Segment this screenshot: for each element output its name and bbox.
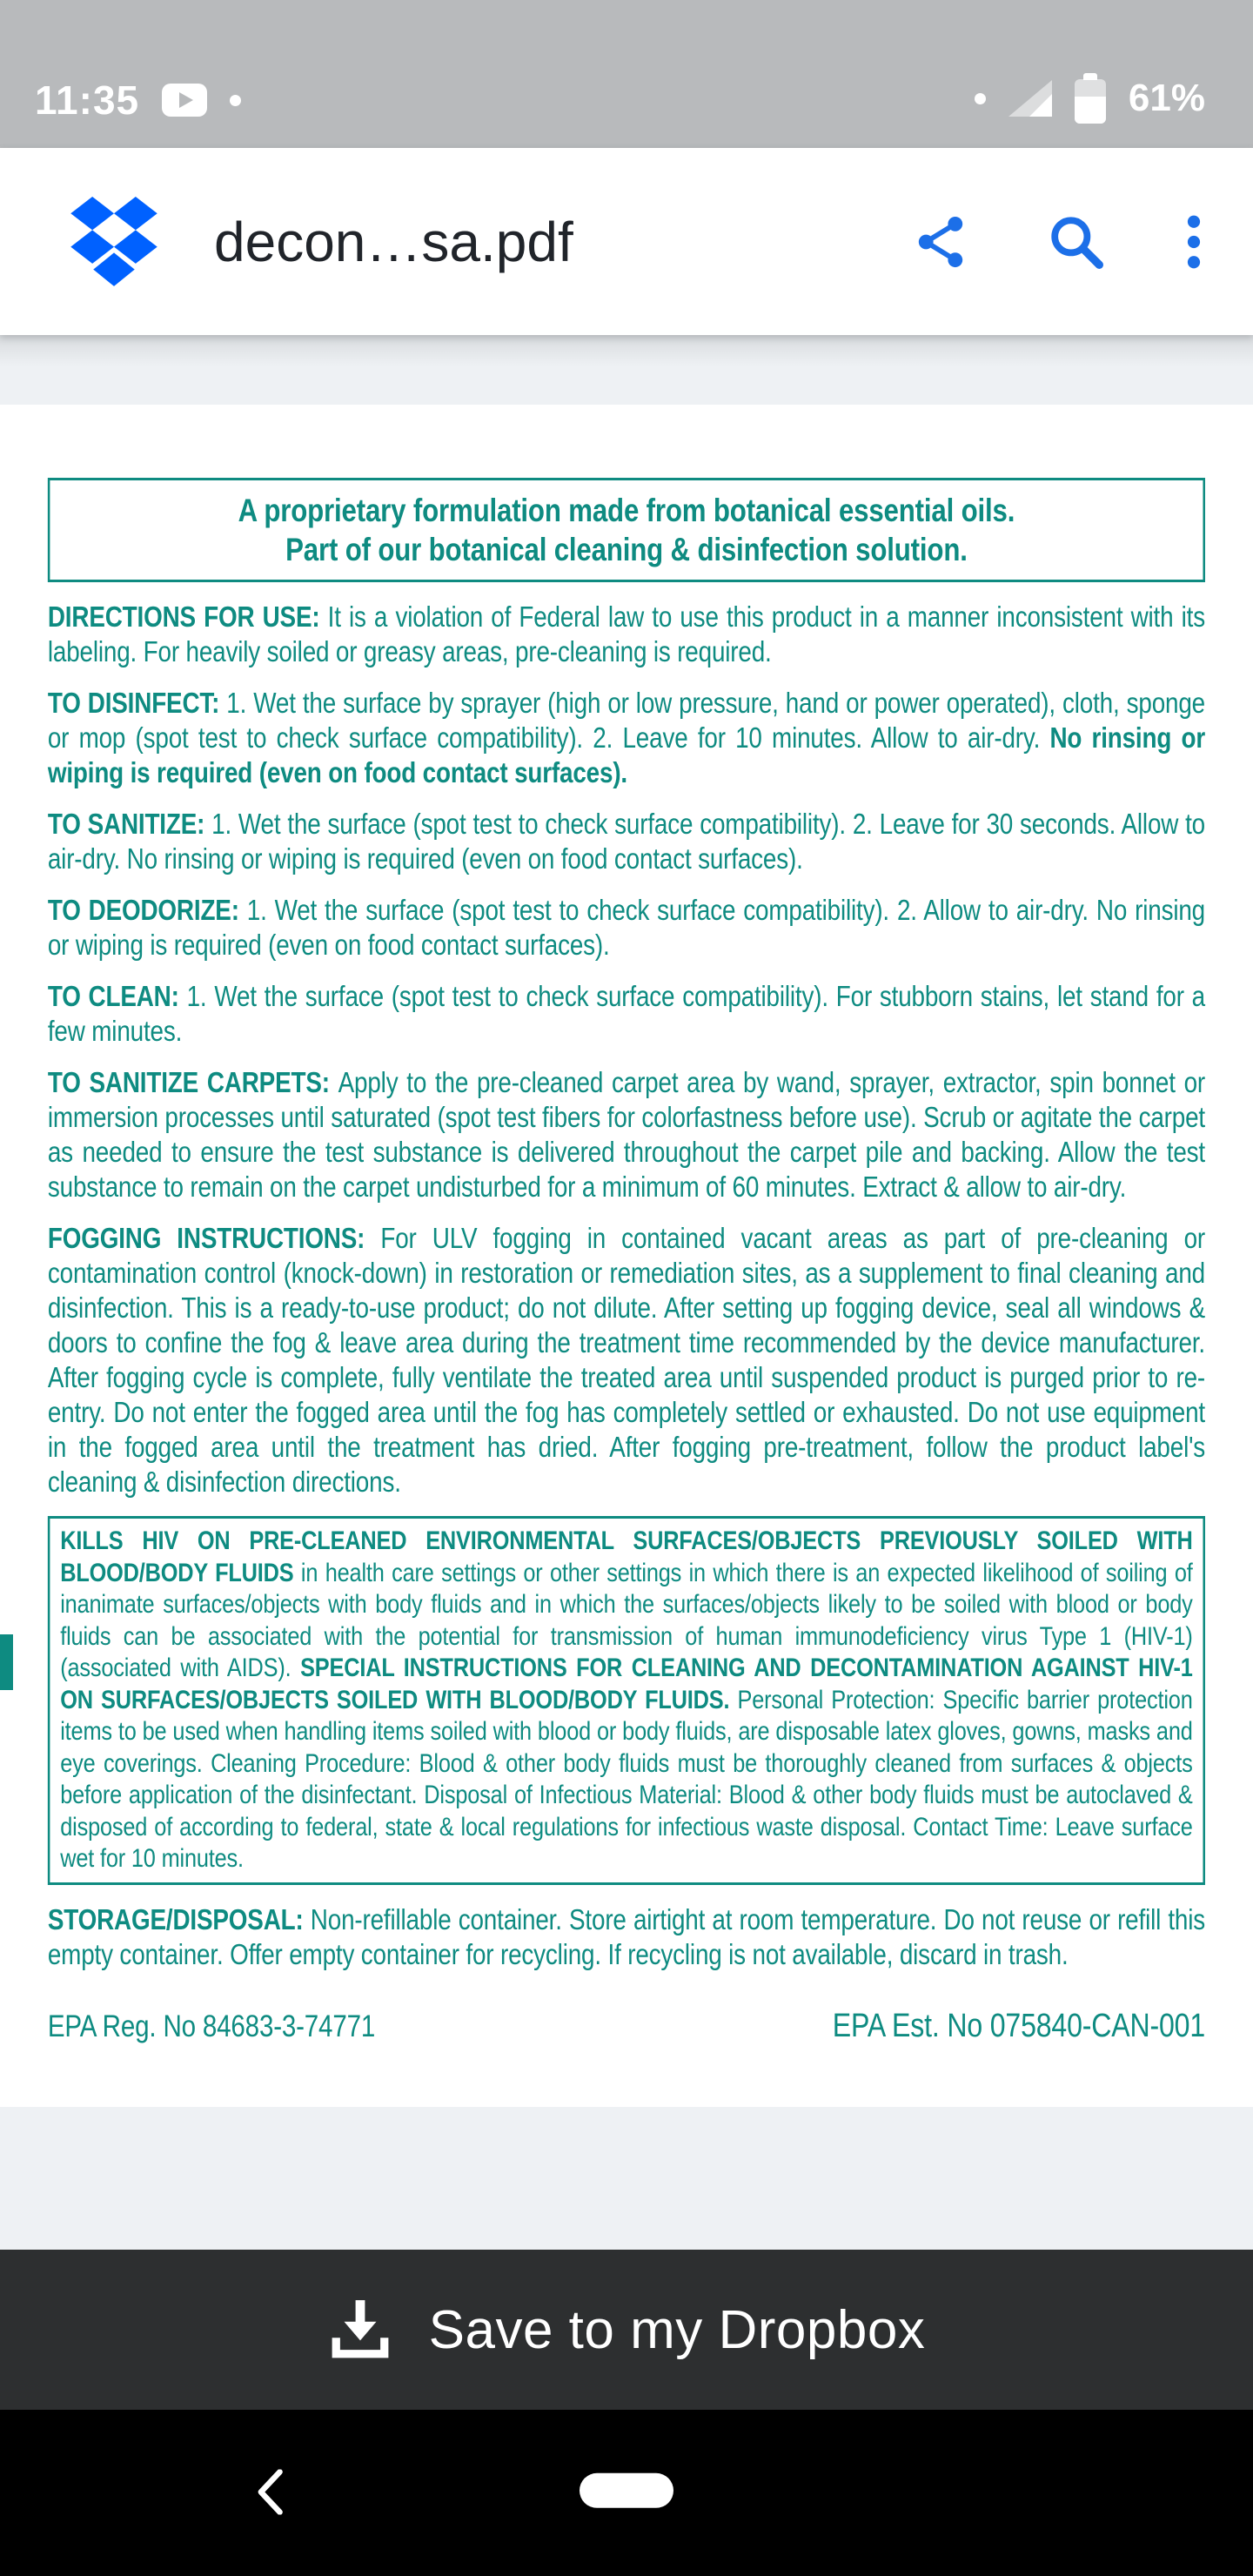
cellular-signal-icon [1008,80,1052,117]
label-body-text: in health care settings or other settings in which there is an expected likelihood of soiling of inanimate surfaces/objects with body fluids and in which the surfaces/objects likely to be soiled with blood or body fluids can be associated with the potential for transmission of human immunodeficiency virus Type 1 (HIV-1) (associated with AIDS). [60,1558,1193,1682]
label-section [48,1065,1205,1204]
label-body-text: Non-refillable container. Store airtight at room temperature. Do not reuse or refill this empty container. Offer empty container for recycling. If recycling is not available, discard in trash. [47,1902,1206,1970]
label-bold-text: No rinsing or wiping is required (even on food contact surfaces). [47,721,1206,788]
kebab-menu-icon [1187,215,1201,269]
label-body-text: It is a violation of Federal law to use this product in a manner inconsistent with its labeling. For heavily soiled or greasy areas, pre-cleaning is required. [47,600,1205,667]
label-bold-text: TO DISINFECT: [47,687,227,719]
label-bold-text: TO DEODORIZE: [47,894,247,926]
label-sections [48,600,1205,1499]
label-body-text: Personal Protection: Specific barrier protection items to be used when handling items soiled with blood or body fluids, are disposable latex gloves, gowns, masks and eye coverings. Cleaning Procedure: Blood & other body fluids must be thoroughly cleaned from surfaces & objects before application of the disinfectant. Disposal of Infectious Material: Blood & other body fluids must be autoclaved & disposed of according to federal, state & local regulations for infectious waste disposal. Contact Time: Leave surface wet for 10 minutes. [60,1685,1193,1873]
save-to-dropbox-label: Save to my Dropbox [428,2299,926,2360]
label-section [48,807,1205,876]
search-icon [1049,215,1103,269]
label-body-text: 1. Wet the surface (spot test to check surface compatibility). For stubborn stains, let stand for a few minutes. [47,980,1206,1047]
label-body-text: For ULV fogging in contained vacant areas as part of pre-cleaning or contamination control (knock-down) in restoration or remediation sites, as a supplement to final cleaning and disinfection. This is a ready-to-use product; do not dilute. After setting up fogging device, seal all windows & doors to confine the fog & leave area during the treatment time recommended by the device manufacturer. After fogging cycle is complete, fully ventilate the treated area until suspended product is purged prior to re-entry. Do not enter the fogged area until the fog has completely settled or exhausted. Do not use equipment in the fogged area until the treatment has dried. After fogging pre-treatment, follow the product label's cleaning & disinfection directions. [47,1222,1206,1498]
label-bold-text: TO SANITIZE CARPETS: [47,1066,338,1098]
label-bold-text: STORAGE/DISPOSAL: [47,1902,311,1935]
battery-percent: 61% [1128,77,1205,119]
intro-line-2: Part of our botanical cleaning & disinfection solution. [285,532,968,567]
dropbox-logo-icon [63,197,165,287]
label-sections-bottom [48,1902,1205,1972]
label-body-text: 1. Wet the surface (spot test to check surface compatibility). 2. Leave for 30 seconds. Allow to air-dry. No rinsing or wiping is required (even on food contact surfaces). [47,808,1206,875]
scroll-indicator[interactable] [0,1634,13,1690]
label-section [48,893,1205,963]
youtube-notification-icon [162,84,207,117]
label-bold-text: FOGGING INSTRUCTIONS: [47,1222,381,1254]
status-bar [0,0,1253,148]
label-section [48,1221,1205,1499]
back-button[interactable] [246,2460,293,2526]
label-body-text: 1. Wet the surface (spot test to check surface compatibility). 2. Allow to air-dry. No rinsing or wiping is required (even on food contact surfaces). [47,894,1206,961]
document-title: decon…sa.pdf [214,210,573,273]
overflow-menu-button[interactable] [1187,215,1201,269]
clock: 11:35 [35,77,140,123]
label-body-text: Apply to the pre-cleaned carpet area by wand, sprayer, extractor, spin bonnet or immersion processes until saturated (spot test fibers for colorfastness before use). Scrub or agitate the carpet as needed to ensure the test substance is delivered throughout the carpet pile and backing. Allow the test substance to remain on the carpet undisturbed for a minimum of 60 minutes. Extract & allow to air-dry. [47,1066,1206,1203]
viewer-background [0,2107,1253,2251]
epa-reg-number: EPA Reg. No 84683-3-74771 [47,2009,376,2043]
share-icon [915,215,966,269]
kills-hiv-box [48,1516,1205,1885]
back-chevron-icon [255,2469,285,2514]
label-body-text: 1. Wet the surface by sprayer (high or low pressure, hand or power operated), cloth, sponge or mop (spot test to check surface compatibility). 2. Leave for 10 minutes. Allow to air-dry. [47,687,1205,754]
label-bold-text: TO SANITIZE: [47,808,212,840]
label-bold-text: SPECIAL INSTRUCTIONS FOR CLEANING AND DECONTAMINATION AGAINST HIV-1 ON SURFACES/OBJECTS SOILED WITH BLOOD/BODY FLUIDS. [60,1654,1193,1714]
label-bold-text: DIRECTIONS FOR USE: [47,600,328,633]
label-section [48,979,1205,1049]
save-to-dropbox-button[interactable] [0,2250,1253,2410]
label-section [48,686,1205,790]
intro-box [48,478,1205,582]
label-section [48,600,1205,669]
label-bold-text: KILLS HIV ON PRE-CLEANED ENVIRONMENTAL SURFACES/OBJECTS PREVIOUSLY SOILED WITH BLOOD/BODY FLUIDS [60,1526,1193,1587]
app-header [0,148,1253,335]
battery-icon [1075,73,1106,124]
android-nav-bar [0,2410,1253,2576]
home-pill-handle[interactable] [580,2472,673,2507]
share-button[interactable] [915,215,966,269]
pdf-viewer[interactable] [0,405,1253,2250]
status-dot-icon [975,93,986,104]
epa-row [48,2009,1205,2044]
intro-line-1: A proprietary formulation made from botanical essential oils. [238,493,1015,528]
header-shadow-strip [0,335,1253,405]
notification-dot-icon [230,95,241,106]
epa-est-number: EPA Est. No 075840-CAN-001 [832,2007,1206,2044]
download-icon [328,2298,392,2362]
label-bold-text: TO CLEAN: [47,980,187,1012]
label-section [48,1902,1205,1972]
search-button[interactable] [1049,215,1103,269]
pdf-page [0,405,1253,2107]
